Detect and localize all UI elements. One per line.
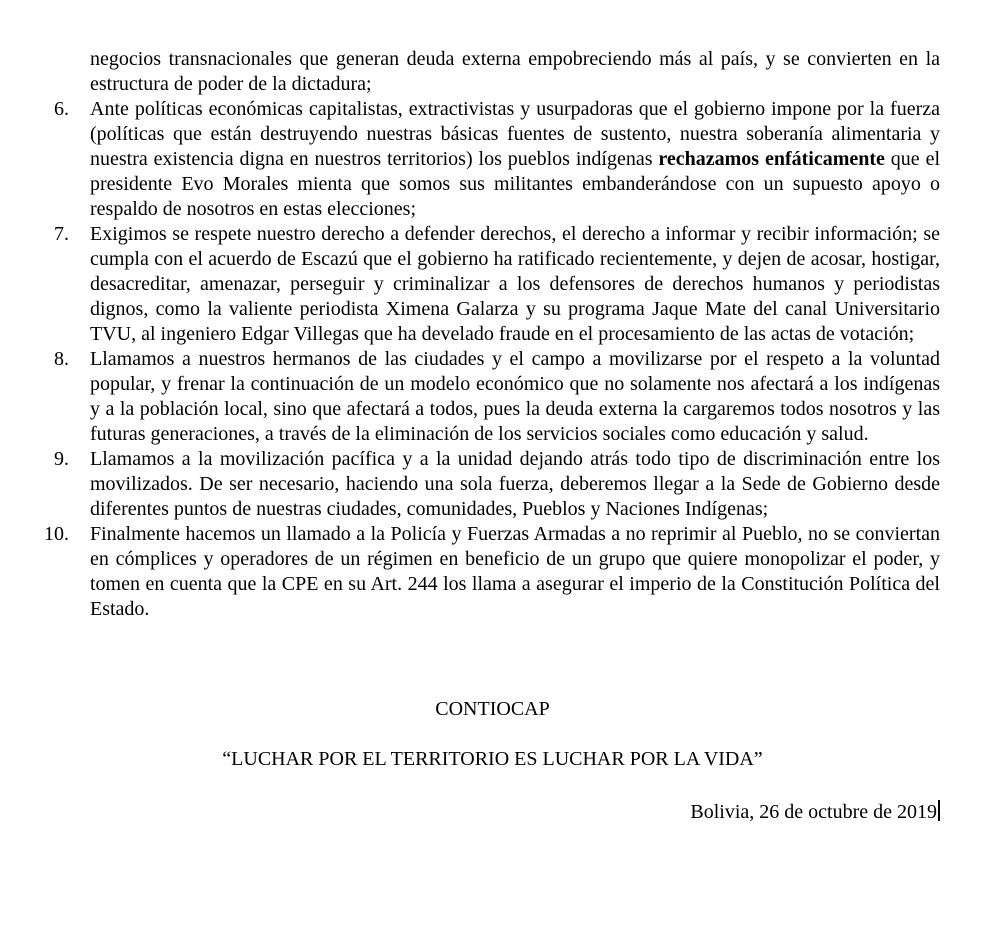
text-segment: Finalmente hacemos un llamado a la Policía y Fuerzas Armadas a no reprimir al Pueblo, no se conviertan en cómplices y operadores de un régimen en beneficio de un grupo que quiere monopolizar el poder, y tomen en cuenta que la CPE en su Art. 244 los llama a asegurar el imperio de la Constitución Política del Estado. <box>90 523 940 620</box>
text-segment: que el presidente Evo Morales mienta que somos sus militantes embanderándose con un supuesto apoyo o respaldo de nosotros en estas elecciones; <box>90 148 940 220</box>
dateline-text: Bolivia, 26 de octubre de 2019 <box>690 801 937 823</box>
paragraph-continuation: negocios transnacionales que generan deuda externa empobreciendo más al país, y se convierten en la estructura de poder de la dictadura; <box>90 48 940 95</box>
list-item-number: 6. <box>54 98 69 120</box>
slogan: “LUCHAR POR EL TERRITORIO ES LUCHAR POR LA VIDA” <box>222 748 763 770</box>
text-segment: Llamamos a la movilización pacífica y a la unidad dejando atrás todo tipo de discriminación entre los movilizados. De ser necesario, haciendo una sola fuerza, deberemos llegar a la Sede de Gobierno desde diferentes puntos de nuestras ciudades, comunidades, Pueblos y Naciones Indígenas; <box>90 448 940 520</box>
text-segment: Llamamos a nuestros hermanos de las ciudades y el campo a movilizarse por el respeto a la voluntad popular, y frenar la continuación de un modelo económico que no solamente nos afectará a los indígenas y a la población local, sino que afectará a todos, pues la deuda externa la cargaremos todos nosotros y las futuras generaciones, a través de la eliminación de los servicios sociales como educación y salud. <box>90 348 940 445</box>
list-item-7 <box>54 222 940 347</box>
text-segment: Exigimos se respete nuestro derecho a defender derechos, el derecho a informar y recibir información; se cumpla con el acuerdo de Escazú que el gobierno ha ratificado recientemente, y dejen de acosar, hostigar, desacreditar, amenazar, perseguir y criminalizar a los defensores de derechos humanos y periodistas dignos, como la valiente periodista Ximena Galarza y su programa Jaque Mate del canal Universitario TVU, al ingeniero Edgar Villegas que ha develado fraude en el procesamiento de las actas de votación; <box>90 223 940 345</box>
list-item-10 <box>44 522 940 622</box>
bold-text-segment: rechazamos enfáticamente <box>658 148 885 170</box>
dateline-row <box>45 800 940 825</box>
text-cursor[interactable] <box>938 800 940 821</box>
list-item-9 <box>54 447 940 522</box>
list-item-number: 7. <box>54 223 69 245</box>
organization-name: CONTIOCAP <box>435 698 550 720</box>
text-segment: Ante políticas económicas capitalistas, extractivistas y usurpadoras que el gobierno impone por la fuerza (políticas que están destruyendo nuestras básicas fuentes de sustento, nuestra soberanía alimentaria y nuestra existencia digna en nuestros territorios) los pueblos indígenas <box>90 98 940 170</box>
list-item-number: 8. <box>54 348 69 370</box>
list-item-number: 10. <box>44 523 69 545</box>
closing-block <box>45 697 940 825</box>
list-item-8 <box>54 347 940 447</box>
list-item-number: 9. <box>54 448 69 470</box>
list-item-6 <box>54 97 940 222</box>
